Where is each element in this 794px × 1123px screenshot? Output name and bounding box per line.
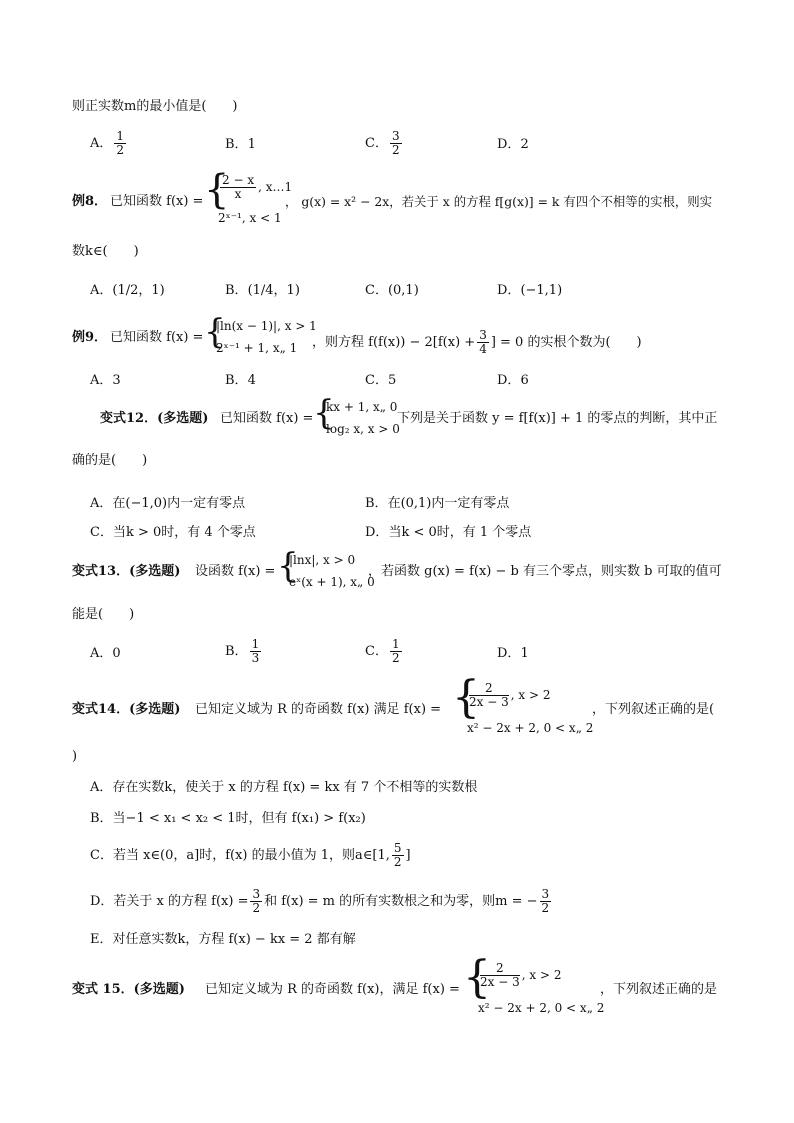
- v14-option-c[interactable]: C．若当 x∈(0，a]时，f(x) 的最小值为 1，则a∈[1, $\frac{5}{2}$ ]: [90, 841, 411, 869]
- ex9-piece1: |ln(x − 1)|, x > 1: [216, 319, 317, 333]
- ex9-piece2: 2ˣ⁻¹ + 1, x„ 1: [216, 341, 298, 355]
- ex8-option-b[interactable]: B．(1/4，1): [225, 283, 300, 298]
- v15-piece1: $\frac{2}{2x - 3}$ , x > 2: [480, 961, 562, 989]
- v12-option-b[interactable]: B．在(0,1)内一定有零点: [365, 496, 510, 511]
- left-brace-icon: {: [452, 672, 480, 723]
- left-brace-icon: {: [313, 393, 335, 433]
- v13-post: ，若函数 g(x) = f(x) − b 有三个零点，则实数 b 可取的值可: [368, 564, 722, 579]
- prev-option-b[interactable]: B．1: [225, 137, 256, 152]
- v12-piece1: kx + 1, x„ 0: [326, 400, 398, 414]
- ex9-option-b[interactable]: B．4: [225, 373, 256, 388]
- v12-option-c[interactable]: C．当k > 0时，有 4 个零点: [90, 525, 256, 540]
- ex9-option-d[interactable]: D．6: [497, 373, 529, 388]
- v12-line2: 确的是( ): [72, 453, 148, 468]
- v14-piece2: x² − 2x + 2, 0 < x„ 2: [467, 721, 594, 735]
- prev-option-c[interactable]: C． $\frac{3}{2}$: [365, 129, 400, 157]
- v15-tag: 变式 15．(多选题): [72, 982, 185, 997]
- ex8-tag: 例8．: [72, 194, 108, 209]
- ex9-post: ，则方程 f(f(x)) − 2[f(x) + $\frac{3}{4}$ ] = 0 的实根个数为( ): [312, 328, 642, 356]
- v13-line2: 能是( ): [72, 607, 135, 622]
- prev-option-d[interactable]: D．2: [497, 137, 529, 152]
- v14-option-a[interactable]: A．存在实数k，使关于 x 的方程 f(x) = kx 有 7 个不相等的实数根: [90, 780, 478, 795]
- v15-post: ，下列叙述正确的是: [600, 982, 718, 997]
- ex9-pre: 已知函数 f(x) =: [110, 330, 204, 345]
- ex8-option-d[interactable]: D．(−1,1): [497, 283, 563, 298]
- left-brace-icon: {: [277, 546, 299, 586]
- ex8-piece1: $\frac{2 - x}{x}$ , x…1: [222, 173, 293, 201]
- v12-option-a[interactable]: A．在(−1,0)内一定有零点: [90, 496, 246, 511]
- v14-option-b[interactable]: B．当−1 < x₁ < x₂ < 1时，但有 f(x₁) > f(x₂): [90, 811, 366, 826]
- prev-question-tail: 则正实数m的最小值是( ): [72, 99, 238, 114]
- fraction: $\frac{3}{2}$: [391, 129, 400, 157]
- v12-pre: 已知函数 f(x) =: [220, 411, 314, 426]
- v14-post: ，下列叙述正确的是(: [592, 702, 715, 717]
- v12-option-d[interactable]: D．当k < 0时，有 1 个零点: [365, 525, 532, 540]
- v15-pre: 已知定义域为 R 的奇函数 f(x)，满足 f(x) =: [205, 982, 460, 997]
- v14-option-e[interactable]: E．对任意实数k，方程 f(x) − kx = 2 都有解: [90, 932, 356, 947]
- v12-piece2: log₂ x, x > 0: [326, 422, 400, 436]
- v14-pre: 已知定义域为 R 的奇函数 f(x) 满足 f(x) =: [195, 702, 442, 717]
- ex8-post: ， g(x) = x² − 2x，若关于 x 的方程 f[g(x)] = k 有四个不相等的实根，则实: [285, 194, 713, 209]
- ex8-line2: 数k∈( ): [72, 244, 139, 259]
- v14-option-d[interactable]: D．若关于 x 的方程 f(x) = $\frac{3}{2}$ 和 f(x) = m 的所有实数根之和为零，则m = − $\frac{3}{2}$: [90, 887, 550, 915]
- v14-tag: 变式14．(多选题): [72, 702, 181, 717]
- left-brace-icon: {: [463, 952, 491, 1003]
- ex8-piece2: 2ˣ⁻¹, x < 1: [218, 211, 282, 225]
- v14-piece1: $\frac{2}{2x - 3}$ , x > 2: [469, 681, 551, 709]
- v13-option-d[interactable]: D．1: [497, 646, 529, 661]
- ex9-tag: 例9．: [72, 330, 108, 345]
- v13-piece2: eˣ(x + 1), x„ 0: [289, 575, 375, 589]
- v13-option-b[interactable]: B． $\frac{1}{3}$: [225, 637, 260, 665]
- v14-line2: ): [72, 749, 78, 764]
- prev-option-a[interactable]: A． $\frac{1}{2}$: [90, 129, 125, 157]
- ex8-option-a[interactable]: A．(1/2，1): [90, 283, 165, 298]
- ex8-pre: 已知函数 f(x) =: [110, 194, 204, 209]
- left-brace-icon: {: [204, 312, 226, 352]
- v13-piece1: |lnx|, x > 0: [289, 553, 356, 567]
- v12-post: 下列是关于函数 y = f[f(x)] + 1 的零点的判断，其中正: [397, 411, 718, 426]
- v13-option-a[interactable]: A．0: [90, 646, 121, 661]
- ex8-option-c[interactable]: C．(0,1): [365, 283, 419, 298]
- v12-tag: 变式12．(多选题): [100, 411, 209, 426]
- ex9-option-c[interactable]: C．5: [365, 373, 397, 388]
- v15-piece2: x² − 2x + 2, 0 < x„ 2: [478, 1001, 605, 1015]
- fraction: $\frac{1}{2}$: [116, 129, 125, 157]
- left-brace-icon: {: [204, 167, 230, 213]
- v13-tag: 变式13．(多选题): [72, 564, 181, 579]
- ex9-option-a[interactable]: A．3: [90, 373, 121, 388]
- v13-pre: 设函数 f(x) =: [195, 564, 276, 579]
- v13-option-c[interactable]: C． $\frac{1}{2}$: [365, 637, 400, 665]
